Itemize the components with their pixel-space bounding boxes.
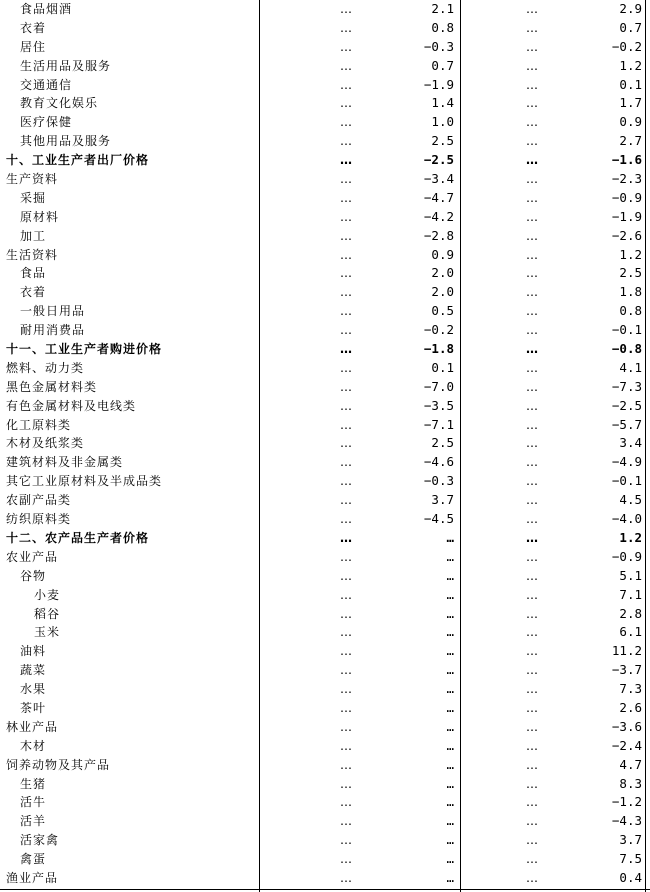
- cell-col4: −1.9: [611, 208, 642, 224]
- row-label: 活家禽: [20, 833, 60, 848]
- cell-col4: −2.3: [611, 171, 642, 187]
- cell-col2: 1.4: [431, 95, 454, 111]
- cell-col1: …: [340, 719, 352, 734]
- cell-col1: …: [340, 323, 352, 338]
- table-row: [0, 0, 650, 19]
- cell-col1: …: [340, 115, 352, 130]
- table-row: [0, 321, 650, 340]
- cell-col1: …: [340, 304, 352, 319]
- cell-col3: …: [526, 285, 538, 300]
- cell-col1: …: [340, 568, 352, 583]
- table-row: [0, 340, 650, 359]
- cell-col4: 11.2: [611, 643, 642, 659]
- cell-col2: −0.3: [423, 38, 454, 54]
- cell-col2: 0.5: [431, 303, 454, 319]
- table-row: [0, 642, 650, 661]
- table-row: [0, 472, 650, 491]
- table-row: [0, 510, 650, 529]
- cell-col2: …: [446, 662, 454, 678]
- cell-col1: …: [340, 833, 352, 848]
- row-label: 医疗保健: [20, 115, 73, 130]
- cell-col3: …: [526, 700, 538, 715]
- cell-col3: …: [526, 682, 538, 697]
- cell-col1: …: [340, 209, 352, 224]
- cell-col3: …: [526, 58, 538, 73]
- cell-col1: …: [340, 436, 352, 451]
- cell-col1: …: [340, 153, 352, 168]
- cell-col3: …: [526, 512, 538, 527]
- row-label: 十二、农产品生产者价格: [6, 530, 150, 545]
- row-label: 活牛: [20, 795, 47, 810]
- table-row: [0, 586, 650, 605]
- cell-col4: 7.5: [619, 851, 642, 867]
- cell-col2: −3.4: [423, 171, 454, 187]
- table-row: [0, 529, 650, 548]
- cell-col4: 3.7: [619, 832, 642, 848]
- cell-col2: −1.9: [423, 76, 454, 92]
- cell-col2: …: [446, 813, 454, 829]
- cell-col1: …: [340, 493, 352, 508]
- cell-col1: …: [340, 398, 352, 413]
- cell-col2: …: [446, 794, 454, 810]
- cell-col2: −2.5: [423, 152, 454, 168]
- cell-col1: …: [340, 530, 352, 545]
- table-row: [0, 453, 650, 472]
- table-bottom-border: [0, 889, 650, 890]
- cell-col1: …: [340, 134, 352, 149]
- cell-col2: −4.7: [423, 189, 454, 205]
- cell-col1: …: [340, 417, 352, 432]
- row-label: 一般日用品: [20, 304, 86, 319]
- cell-col1: …: [340, 2, 352, 16]
- cell-col3: …: [526, 134, 538, 149]
- cell-col2: −3.5: [423, 397, 454, 413]
- cell-col3: …: [526, 304, 538, 319]
- cell-col4: 0.4: [619, 869, 642, 885]
- cell-col1: …: [340, 682, 352, 697]
- cell-col1: …: [340, 663, 352, 678]
- cell-col2: …: [446, 529, 454, 545]
- cell-col2: 1.0: [431, 114, 454, 130]
- cell-col4: 1.2: [619, 246, 642, 262]
- cell-col3: …: [526, 360, 538, 375]
- cell-col2: …: [446, 869, 454, 885]
- cell-col4: −2.5: [611, 397, 642, 413]
- row-label: 十一、工业生产者购进价格: [6, 342, 163, 357]
- cell-col3: …: [526, 474, 538, 489]
- cell-col4: 0.8: [619, 303, 642, 319]
- table-row: [0, 397, 650, 416]
- row-label: 黑色金属材料类: [6, 379, 98, 394]
- cell-col4: 3.4: [619, 435, 642, 451]
- cell-col4: −0.1: [611, 322, 642, 338]
- cell-col2: …: [446, 567, 454, 583]
- cell-col4: 1.2: [619, 529, 642, 545]
- cell-col4: 8.3: [619, 775, 642, 791]
- row-label: 化工原料类: [6, 417, 72, 432]
- cell-col1: …: [340, 342, 352, 357]
- cell-col4: −3.7: [611, 662, 642, 678]
- table-row: [0, 378, 650, 397]
- table-row: [0, 831, 650, 850]
- cell-col4: −2.6: [611, 227, 642, 243]
- cell-col1: …: [340, 39, 352, 54]
- cell-col1: …: [340, 757, 352, 772]
- cell-col3: …: [526, 153, 538, 168]
- cell-col3: …: [526, 549, 538, 564]
- cell-col2: …: [446, 624, 454, 640]
- row-label: 食品: [20, 266, 47, 281]
- cell-col3: …: [526, 379, 538, 394]
- table-row: [0, 699, 650, 718]
- cell-col3: …: [526, 814, 538, 829]
- row-label: 十、工业生产者出厂价格: [6, 153, 150, 168]
- cell-col2: …: [446, 586, 454, 602]
- cell-col3: …: [526, 568, 538, 583]
- cell-col1: …: [340, 549, 352, 564]
- row-label: 稻谷: [34, 606, 61, 621]
- row-label: 水果: [20, 682, 47, 697]
- cell-col3: …: [526, 852, 538, 867]
- cell-col1: …: [340, 96, 352, 111]
- row-label: 玉米: [34, 625, 61, 640]
- table-row: [0, 567, 650, 586]
- row-label: 其它工业原材料及半成品类: [6, 474, 163, 489]
- row-label: 纺织原料类: [6, 512, 72, 527]
- cell-col3: …: [526, 2, 538, 16]
- cell-col2: −1.8: [423, 341, 454, 357]
- cell-col2: 2.0: [431, 265, 454, 281]
- cell-col1: …: [340, 172, 352, 187]
- cell-col1: …: [340, 360, 352, 375]
- cell-col4: 7.1: [619, 586, 642, 602]
- table-row: [0, 718, 650, 737]
- cell-col2: −0.2: [423, 322, 454, 338]
- cell-col4: 2.8: [619, 605, 642, 621]
- cell-col2: …: [446, 681, 454, 697]
- cell-col3: …: [526, 644, 538, 659]
- cell-col2: 0.8: [431, 19, 454, 35]
- cell-col2: …: [446, 756, 454, 772]
- cell-col1: …: [340, 247, 352, 262]
- row-label: 交通通信: [20, 77, 73, 92]
- cell-col3: …: [526, 398, 538, 413]
- table-row: [0, 850, 650, 869]
- cell-col4: −1.6: [611, 152, 642, 168]
- cell-col1: …: [340, 512, 352, 527]
- row-label: 其他用品及服务: [20, 134, 112, 149]
- table-row: [0, 38, 650, 57]
- row-label: 农副产品类: [6, 493, 72, 508]
- cell-col4: 0.1: [619, 76, 642, 92]
- cell-col4: −0.1: [611, 473, 642, 489]
- row-label: 饲养动物及其产品: [6, 757, 111, 772]
- table-row: [0, 94, 650, 113]
- cell-col3: …: [526, 266, 538, 281]
- cell-col4: 7.3: [619, 681, 642, 697]
- cell-col4: −7.3: [611, 378, 642, 394]
- row-label: 木材: [20, 738, 47, 753]
- row-label: 生活用品及服务: [20, 58, 112, 73]
- cell-col4: 2.5: [619, 265, 642, 281]
- cell-col4: 4.7: [619, 756, 642, 772]
- cell-col3: …: [526, 738, 538, 753]
- cell-col2: −4.2: [423, 208, 454, 224]
- cell-col1: …: [340, 776, 352, 791]
- cell-col3: …: [526, 190, 538, 205]
- table-row: [0, 434, 650, 453]
- cell-col3: …: [526, 417, 538, 432]
- cell-col2: 0.9: [431, 246, 454, 262]
- cell-col4: 0.7: [619, 19, 642, 35]
- cell-col2: …: [446, 643, 454, 659]
- cell-col1: …: [340, 285, 352, 300]
- cell-col4: −0.2: [611, 38, 642, 54]
- cell-col1: …: [340, 77, 352, 92]
- row-label: 衣着: [20, 285, 47, 300]
- cell-col1: …: [340, 870, 352, 885]
- cell-col1: …: [340, 644, 352, 659]
- row-label: 农业产品: [6, 549, 59, 564]
- cell-col3: …: [526, 247, 538, 262]
- table-row: [0, 623, 650, 642]
- cell-col4: 0.9: [619, 114, 642, 130]
- row-label: 渔业产品: [6, 870, 59, 885]
- cell-col3: …: [526, 530, 538, 545]
- cell-col4: −4.0: [611, 511, 642, 527]
- table-row: [0, 793, 650, 812]
- table-row: [0, 151, 650, 170]
- cell-col3: …: [526, 115, 538, 130]
- cell-col3: …: [526, 663, 538, 678]
- row-label: 耐用消费品: [20, 323, 86, 338]
- table-row: [0, 264, 650, 283]
- cell-col2: −4.6: [423, 454, 454, 470]
- cell-col3: …: [526, 455, 538, 470]
- row-label: 衣着: [20, 20, 47, 35]
- cell-col3: …: [526, 39, 538, 54]
- cell-col3: …: [526, 606, 538, 621]
- row-label: 原材料: [20, 209, 60, 224]
- cell-col2: 2.5: [431, 133, 454, 149]
- table-row: [0, 661, 650, 680]
- row-label: 有色金属材料及电线类: [6, 398, 137, 413]
- cell-col4: 4.5: [619, 492, 642, 508]
- cell-col1: …: [340, 700, 352, 715]
- row-label: 加工: [20, 228, 47, 243]
- row-label: 茶叶: [20, 700, 47, 715]
- cell-col1: …: [340, 606, 352, 621]
- cell-col1: …: [340, 738, 352, 753]
- cell-col4: −4.9: [611, 454, 642, 470]
- cell-col2: 2.5: [431, 435, 454, 451]
- table-row: [0, 113, 650, 132]
- table-row: [0, 76, 650, 95]
- cell-col1: …: [340, 228, 352, 243]
- row-label: 蔬菜: [20, 663, 47, 678]
- cell-col2: 0.7: [431, 57, 454, 73]
- row-label: 生活资料: [6, 247, 59, 262]
- cell-col1: …: [340, 379, 352, 394]
- cell-col1: …: [340, 587, 352, 602]
- cell-col1: …: [340, 190, 352, 205]
- cell-col2: −7.0: [423, 378, 454, 394]
- table-row: [0, 246, 650, 265]
- cell-col4: −1.2: [611, 794, 642, 810]
- table-row: [0, 189, 650, 208]
- cell-col4: −3.6: [611, 718, 642, 734]
- table-row: [0, 170, 650, 189]
- cell-col2: 2.1: [431, 1, 454, 16]
- cell-col2: −4.5: [423, 511, 454, 527]
- cell-col1: …: [340, 625, 352, 640]
- table-row: [0, 57, 650, 76]
- row-label: 居住: [20, 39, 47, 54]
- cell-col3: …: [526, 172, 538, 187]
- cell-col2: 2.0: [431, 284, 454, 300]
- cell-col3: …: [526, 20, 538, 35]
- cell-col1: …: [340, 852, 352, 867]
- cell-col2: …: [446, 548, 454, 564]
- cell-col2: −7.1: [423, 416, 454, 432]
- cell-col4: 4.1: [619, 359, 642, 375]
- cell-col3: …: [526, 870, 538, 885]
- cell-col2: …: [446, 718, 454, 734]
- table-row: [0, 208, 650, 227]
- cell-col2: 3.7: [431, 492, 454, 508]
- cell-col3: …: [526, 833, 538, 848]
- cell-col1: …: [340, 58, 352, 73]
- cell-col4: 1.2: [619, 57, 642, 73]
- cell-col4: 2.6: [619, 699, 642, 715]
- row-label: 油料: [20, 644, 47, 659]
- row-label: 教育文化娱乐: [20, 96, 99, 111]
- table-row: [0, 302, 650, 321]
- row-label: 生猪: [20, 776, 47, 791]
- cell-col3: …: [526, 228, 538, 243]
- cell-col4: 1.7: [619, 95, 642, 111]
- row-label: 林业产品: [6, 719, 59, 734]
- table-row: [0, 491, 650, 510]
- table-row: [0, 416, 650, 435]
- cell-col3: …: [526, 587, 538, 602]
- cell-col3: …: [526, 436, 538, 451]
- cell-col4: 6.1: [619, 624, 642, 640]
- cell-col4: −5.7: [611, 416, 642, 432]
- row-label: 谷物: [20, 568, 47, 583]
- cell-col3: …: [526, 776, 538, 791]
- row-label: 生产资料: [6, 172, 59, 187]
- cell-col2: …: [446, 737, 454, 753]
- cell-col3: …: [526, 342, 538, 357]
- cell-col1: …: [340, 20, 352, 35]
- cell-col4: 1.8: [619, 284, 642, 300]
- cell-col2: …: [446, 699, 454, 715]
- cell-col4: 2.7: [619, 133, 642, 149]
- cell-col2: …: [446, 775, 454, 791]
- row-label: 小麦: [34, 587, 61, 602]
- cell-col1: …: [340, 474, 352, 489]
- cell-col3: …: [526, 77, 538, 92]
- cell-col2: …: [446, 851, 454, 867]
- row-label: 禽蛋: [20, 852, 47, 867]
- cell-col2: −0.3: [423, 473, 454, 489]
- row-label: 采掘: [20, 190, 47, 205]
- cell-col4: 5.1: [619, 567, 642, 583]
- cell-col2: −2.8: [423, 227, 454, 243]
- cell-col3: …: [526, 323, 538, 338]
- cell-col1: …: [340, 814, 352, 829]
- cell-col1: …: [340, 455, 352, 470]
- table-row: [0, 605, 650, 624]
- table-row: [0, 869, 650, 888]
- cell-col3: …: [526, 719, 538, 734]
- row-label: 木材及纸浆类: [6, 436, 85, 451]
- table-row: [0, 812, 650, 831]
- cell-col2: …: [446, 832, 454, 848]
- cell-col3: …: [526, 209, 538, 224]
- row-label: 建筑材料及非金属类: [6, 455, 124, 470]
- cell-col3: …: [526, 625, 538, 640]
- cell-col4: −4.3: [611, 813, 642, 829]
- cell-col3: …: [526, 757, 538, 772]
- table-row: [0, 775, 650, 794]
- table-row: [0, 283, 650, 302]
- cell-col4: −0.9: [611, 189, 642, 205]
- cell-col4: 2.9: [619, 1, 642, 16]
- table-row: [0, 756, 650, 775]
- table-row: [0, 680, 650, 699]
- table-row: [0, 19, 650, 38]
- cell-col4: −2.4: [611, 737, 642, 753]
- row-label: 食品烟酒: [20, 2, 73, 16]
- cell-col1: …: [340, 266, 352, 281]
- cell-col1: …: [340, 795, 352, 810]
- cell-col4: −0.8: [611, 341, 642, 357]
- table-row: [0, 737, 650, 756]
- cell-col3: …: [526, 96, 538, 111]
- cell-col3: …: [526, 795, 538, 810]
- table-row: [0, 359, 650, 378]
- row-label: 活羊: [20, 814, 47, 829]
- cell-col4: −0.9: [611, 548, 642, 564]
- table-row: [0, 132, 650, 151]
- table-row: [0, 227, 650, 246]
- table-row: [0, 548, 650, 567]
- cell-col2: 0.1: [431, 359, 454, 375]
- cell-col2: …: [446, 605, 454, 621]
- row-label: 燃料、动力类: [6, 360, 85, 375]
- cell-col3: …: [526, 493, 538, 508]
